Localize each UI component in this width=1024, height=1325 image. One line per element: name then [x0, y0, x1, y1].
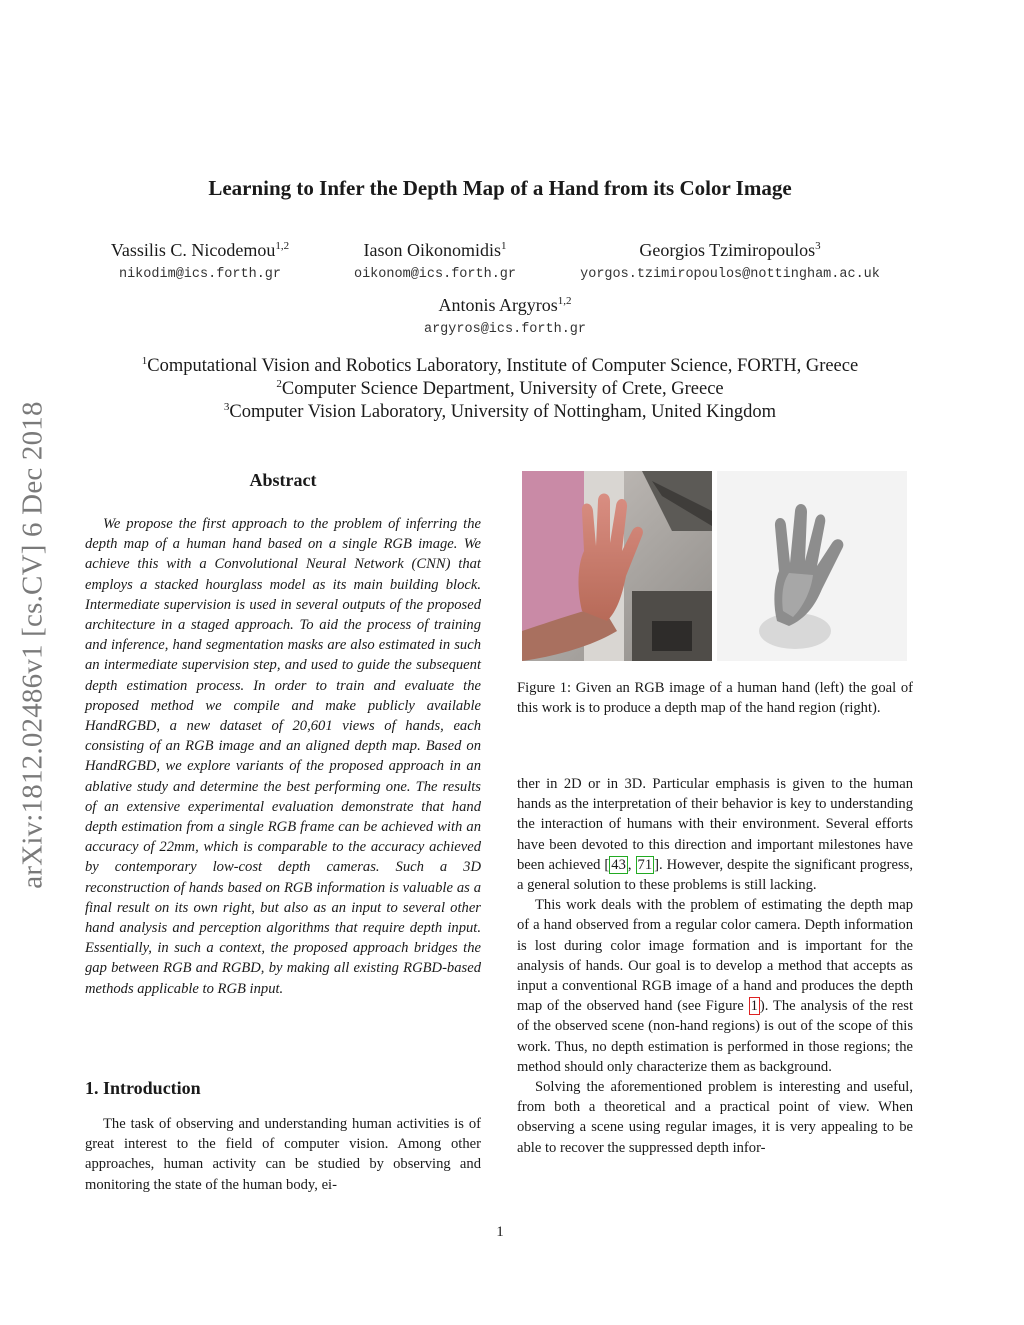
depth-map-image — [717, 471, 907, 661]
right-paragraph-1: ther in 2D or in 3D. Particular emphasis is given to the human hands as the interpretation of their behavior is key to understanding the interaction of humans with their environment. Several efforts have been devoted to this direction and important milestones have been achieved [ 43 , 71 ]. However, despite the significant progress, a general solution to these problems is still lacking. — [517, 776, 914, 894]
affiliation-3: $^3$Computer Vision Laboratory, University of Nottingham, United Kingdom — [223, 400, 777, 422]
author-name: Iason Oikonomidis$^1$ — [363, 240, 507, 260]
affiliations — [0, 355, 1000, 424]
abstract-heading: Abstract — [249, 470, 317, 490]
affiliation-1: $^1$Computational Vision and Robotics Laboratory, Institute of Computer Science, FORTH, Greece — [141, 354, 859, 376]
author-email: nikodim@ics.forth.gr — [118, 267, 282, 282]
arxiv-identifier: arXiv:1812.02486v1 [cs.CV] 6 Dec 2018 — [16, 401, 49, 889]
author-block-4 — [390, 295, 620, 337]
author-name: Antonis Argyros$^{1,2}$ — [438, 295, 572, 315]
introduction-body — [85, 1114, 481, 1195]
introduction-heading: 1. Introduction — [85, 1078, 201, 1098]
paper-title: Learning to Infer the Depth Map of a Hand from its Color Image — [208, 176, 792, 200]
citation-link[interactable]: 43 — [611, 856, 626, 873]
author-name: Vassilis C. Nicodemou$^{1,2}$ — [110, 240, 290, 260]
intro-paragraph-1: The task of observing and understanding human activities is of great interest to the field of computer vision. Among other approaches, human activity can be studied by observing and monitoring the state of the human body, ei- — [85, 1116, 481, 1193]
author-email: argyros@ics.forth.gr — [423, 322, 587, 337]
page-number: 1 — [496, 1224, 504, 1240]
author-name: Georgios Tzimiropoulos$^3$ — [639, 240, 821, 260]
right-column-body — [517, 774, 913, 1158]
figure-ref-link[interactable]: 1 — [750, 998, 758, 1015]
rgb-hand-illustration — [522, 471, 712, 661]
figure-1-caption: Figure 1: Given an RGB image of a human hand (left) the goal of this work is to produce a depth map of the hand region (right). — [517, 680, 913, 717]
author-block-2 — [330, 240, 540, 282]
arxiv-sidebar — [8, 360, 58, 930]
author-email: oikonom@ics.forth.gr — [353, 267, 517, 282]
affiliation-2: $^2$Computer Science Department, University of Crete, Greece — [276, 377, 724, 399]
rgb-hand-image — [522, 471, 712, 661]
right-paragraph-3: Solving the aforementioned problem is interesting and useful, from both a theoretical and a practical point of view. When observing a scene using regular images, it is very appealing to be able to recover the suppressed depth infor- — [517, 1079, 913, 1156]
author-block-3 — [560, 240, 900, 282]
abstract-text: We propose the first approach to the problem of inferring the depth map of a human hand based on a single RGB image. We achieve this with a Convolutional Neural Network (CNN) that employs a stacked hourglass model as its main building block. Intermediate supervision is used in several outputs of the proposed architecture in a staged approach. To aid the process of training and inference, hand segmentation masks are also estimated in such an intermediate supervision step, and used to guide the subsequent depth estimation process. In order to train and evaluate the proposed method we compile and make publicly available HandRGBD, a new dataset of 20,601 views of hands, each consisting of an RGB image and an aligned depth map. Based on HandRGBD, we explore variants of the proposed approach in an ablative study and determine the best performing one. The results of an extensive experimental evaluation demonstrate that hand depth estimation from a single RGB frame can be achieved with an accuracy of 22mm, which is comparable to the accuracy achieved by contemporary low-cost depth cameras. Such a 3D reconstruction of hands based on RGB information is valuable as a final result on its own right, but also as an input to several other hand analysis and perception algorithms that require depth input. Essentially, in such a context, the proposed approach bridges the gap between RGB and RGBD, by making all existing RGBD-based methods applicable to RGB input. — [85, 516, 481, 997]
abstract-body — [85, 514, 481, 999]
right-paragraph-2: This work deals with the problem of estimating the depth map of a hand observed from a regular color camera. Depth information is lost during color image formation and is important for the analysis of hands. Our goal is to develop a method that accepts as input a conventional RGB image of a hand and produces the depth map of the observed hand (see Figure 1 ). The analysis of the rest of the observed scene (non-hand regions) is out of the scope of this work. Thus, no depth estimation is performed in those regions; the method should only characterize them as background. — [517, 897, 914, 1075]
author-email: yorgos.tzimiropoulos@nottingham.ac.uk — [580, 267, 880, 282]
figure-1 — [522, 471, 907, 661]
author-block-1 — [95, 240, 305, 282]
depth-hand-illustration — [717, 471, 907, 661]
citation-link[interactable]: 71 — [637, 856, 653, 873]
